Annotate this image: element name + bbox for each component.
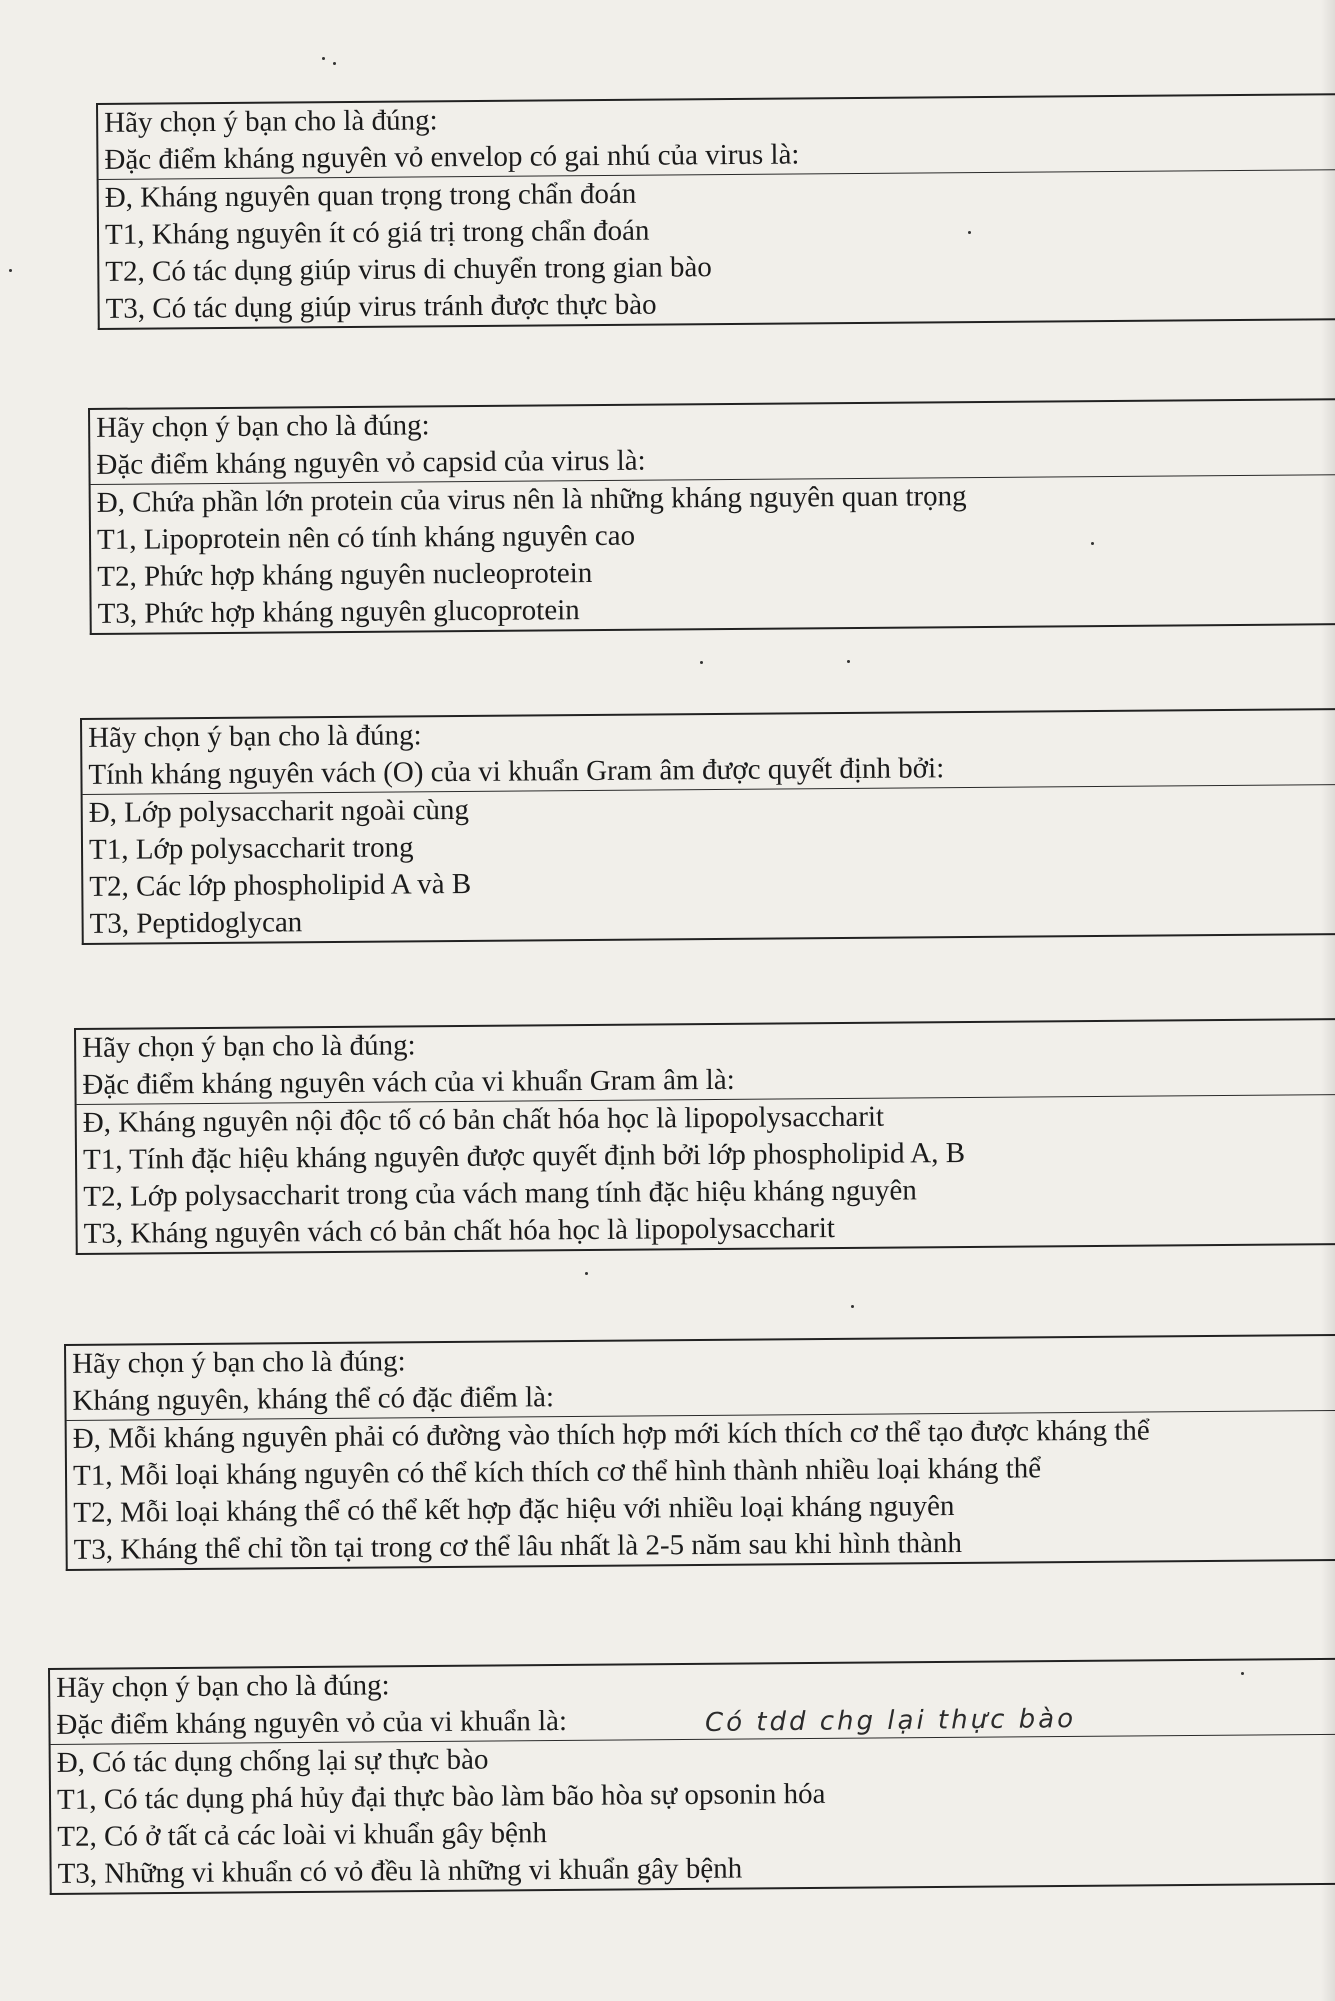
- answer-option-d: Đ, Kháng nguyên quan trọng trong chẩn đoán: [104, 177, 637, 214]
- question-block-6: [48, 1658, 1335, 1895]
- answer-option-t1: T1, Lipoprotein nên có tính kháng nguyên cao: [96, 519, 636, 556]
- scan-speck: [847, 660, 850, 663]
- answer-option-t2: T2, Có ở tất cả các loài vi khuẩn gây bệnh: [57, 1817, 548, 1853]
- answer-option-t2: T2, Các lớp phospholipid A và B: [89, 867, 472, 903]
- question-block-5: [64, 1334, 1335, 1571]
- page-binding-shadow: [1321, 0, 1335, 2001]
- answer-option-t3: T3, Phức hợp kháng nguyên glucoprotein: [97, 594, 580, 630]
- answer-option-t3: T3, Peptidoglycan: [89, 906, 303, 940]
- answer-option-t2: T2, Mỗi loại kháng thể có thể kết hợp đặc hiệu với nhiều loại kháng nguyên: [73, 1490, 955, 1529]
- question-block-3: [80, 708, 1335, 945]
- scan-speck: [1241, 1672, 1244, 1675]
- question-prompt: Hãy chọn ý bạn cho là đúng:: [56, 1669, 390, 1704]
- question-stem: Đặc điểm kháng nguyên vách của vi khuẩn Gram âm là:: [76, 1057, 1335, 1105]
- question-stem: Đặc điểm kháng nguyên vỏ envelop có gai nhú của virus là:: [98, 132, 1335, 180]
- answer-option-t1: T1, Kháng nguyên ít có giá trị trong chẩn đoán: [104, 214, 650, 251]
- question-stem: Đặc điểm kháng nguyên vỏ capsid của virus là:: [90, 437, 1335, 485]
- question-prompt: Hãy chọn ý bạn cho là đúng:: [82, 1029, 416, 1064]
- answer-option-d: Đ, Kháng nguyên nội độc tố có bản chất hóa học là lipopolysaccharit: [82, 1100, 885, 1139]
- answer-option-t1: T1, Lớp polysaccharit trong: [88, 831, 414, 866]
- question-block-1: [96, 93, 1335, 330]
- answer-option-d: Đ, Lớp polysaccharit ngoài cùng: [88, 793, 470, 829]
- question-block-2: [88, 398, 1335, 635]
- answer-option-t2: T2, Có tác dụng giúp virus di chuyển trong gian bào: [105, 251, 712, 288]
- question-stem: Kháng nguyên, kháng thể có đặc điểm là:: [66, 1373, 1335, 1421]
- scan-speck: [700, 661, 703, 664]
- question-prompt: Hãy chọn ý bạn cho là đúng:: [96, 409, 430, 444]
- scan-speck: [968, 231, 971, 234]
- scan-speck: [851, 1305, 854, 1308]
- answer-option-d: Đ, Mỗi kháng nguyên phải có đường vào thích hợp mới kích thích cơ thể tạo được kháng thể: [72, 1414, 1150, 1455]
- answer-option-t2: T2, Lớp polysaccharit trong của vách mang tính đặc hiệu kháng nguyên: [83, 1174, 917, 1213]
- answer-option-t3: T3, Có tác dụng giúp virus tránh được thực bào: [105, 288, 657, 325]
- scan-speck: [333, 62, 336, 65]
- question-stem: Tính kháng nguyên vách (O) của vi khuẩn Gram âm được quyết định bởi:: [82, 747, 1335, 795]
- handwritten-note: Có tdd chg lại thực bào: [704, 1704, 1077, 1738]
- scan-speck: [585, 1272, 588, 1275]
- answer-option-t3: T3, Kháng thể chỉ tồn tại trong cơ thể lâu nhất là 2-5 năm sau khi hình thành: [73, 1526, 963, 1566]
- scan-speck: [9, 269, 12, 272]
- answer-option-d: Đ, Chứa phần lớn protein của virus nên là những kháng nguyên quan trọng: [96, 480, 967, 519]
- answer-option-t3: T3, Những vi khuẩn có vỏ đều là những vi khuẩn gây bệnh: [57, 1852, 743, 1890]
- scan-speck: [322, 57, 325, 60]
- scan-speck: [1091, 542, 1094, 545]
- answer-option-d: Đ, Có tác dụng chống lại sự thực bào: [56, 1743, 489, 1779]
- question-prompt: Hãy chọn ý bạn cho là đúng:: [72, 1345, 406, 1380]
- question-prompt: Hãy chọn ý bạn cho là đúng:: [104, 104, 438, 139]
- answer-option-t1: T1, Mỗi loại kháng nguyên có thể kích thích cơ thể hình thành nhiều loại kháng thể: [72, 1452, 1042, 1492]
- answer-option-t3: T3, Kháng nguyên vách có bản chất hóa học là lipopolysaccharit: [83, 1212, 836, 1250]
- question-prompt: Hãy chọn ý bạn cho là đúng:: [88, 719, 422, 754]
- question-block-4: [74, 1018, 1335, 1255]
- answer-option-t1: T1, Tính đặc hiệu kháng nguyên được quyết định bởi lớp phospholipid A, B: [82, 1137, 966, 1176]
- question-stem: Đặc điểm kháng nguyên vỏ của vi khuẩn là:: [50, 1697, 1335, 1745]
- answer-option-t1: T1, Có tác dụng phá hủy đại thực bào làm bão hòa sự opsonin hóa: [56, 1777, 826, 1816]
- answer-option-t2: T2, Phức hợp kháng nguyên nucleoprotein: [97, 557, 593, 593]
